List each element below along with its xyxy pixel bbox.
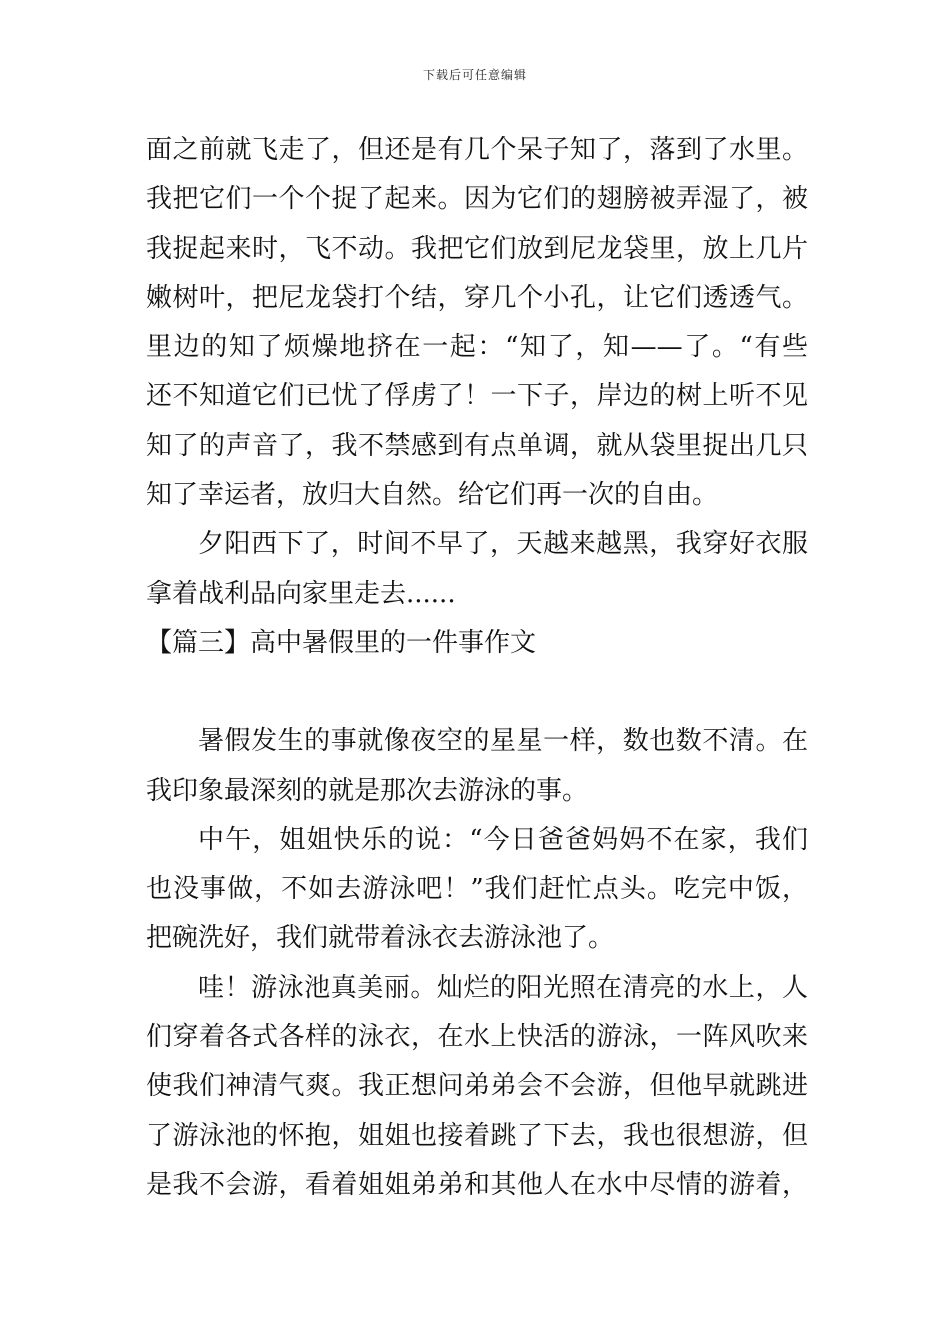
text-line: 夕阳西下了，时间不早了，天越来越黑，我穿好衣服 bbox=[198, 529, 808, 560]
text-line: 暑假发生的事就像夜空的星星一样，数也数不清。在 bbox=[198, 726, 808, 757]
text-line: 中午，姐姐快乐的说：“今日爸爸妈妈不在家，我们 bbox=[198, 824, 808, 855]
text-line: 还不知道它们已忧了俘虏了！一下子，岸边的树上听不见 bbox=[146, 381, 808, 412]
blank-line bbox=[146, 668, 808, 717]
text-line: 哇！游泳池真美丽。灿烂的阳光照在清亮的水上，人 bbox=[198, 972, 808, 1003]
text-line: 我印象最深刻的就是那次去游泳的事。 bbox=[146, 775, 589, 806]
document-body bbox=[146, 126, 808, 1210]
text-line: 知了的声音了，我不禁感到有点单调，就从袋里捉出几只 bbox=[146, 430, 808, 461]
text-line: 拿着战利品向家里走去...... bbox=[146, 578, 456, 609]
section-heading: 【篇三】高中暑假里的一件事作文 bbox=[146, 627, 537, 658]
text-line: 也没事做，不如去游泳吧！”我们赶忙点头。吃完中饭， bbox=[146, 874, 808, 905]
page-header: 下载后可任意编辑 bbox=[422, 68, 527, 82]
text-line: 面之前就飞走了，但还是有几个呆子知了，落到了水里。 bbox=[146, 135, 808, 165]
text-line: 知了幸运者，放归大自然。给它们再一次的自由。 bbox=[146, 480, 719, 511]
text-line: 我把它们一个个捉了起来。因为它们的翅膀被弄湿了，被 bbox=[146, 184, 808, 215]
text-line: 是我不会游，看着姐姐弟弟和其他人在水中尽情的游着， bbox=[146, 1169, 808, 1200]
text-line: 嫩树叶，把尼龙袋打个结，穿几个小孔，让它们透透气。 bbox=[146, 282, 808, 313]
text-line: 了游泳池的怀抱，姐姐也接着跳了下去，我也很想游，但 bbox=[146, 1120, 808, 1151]
text-line: 把碗洗好，我们就带着泳衣去游泳池了。 bbox=[146, 923, 615, 954]
text-line: 里边的知了烦燥地挤在一起：“知了，知——了。“有些 bbox=[146, 332, 808, 363]
text-line: 我捉起来时，飞不动。我把它们放到尼龙袋里，放上几片 bbox=[146, 233, 808, 264]
text-line: 使我们神清气爽。我正想问弟弟会不会游，但他早就跳进 bbox=[146, 1071, 808, 1102]
text-line: 们穿着各式各样的泳衣，在水上快活的游泳，一阵风吹来 bbox=[146, 1022, 808, 1053]
